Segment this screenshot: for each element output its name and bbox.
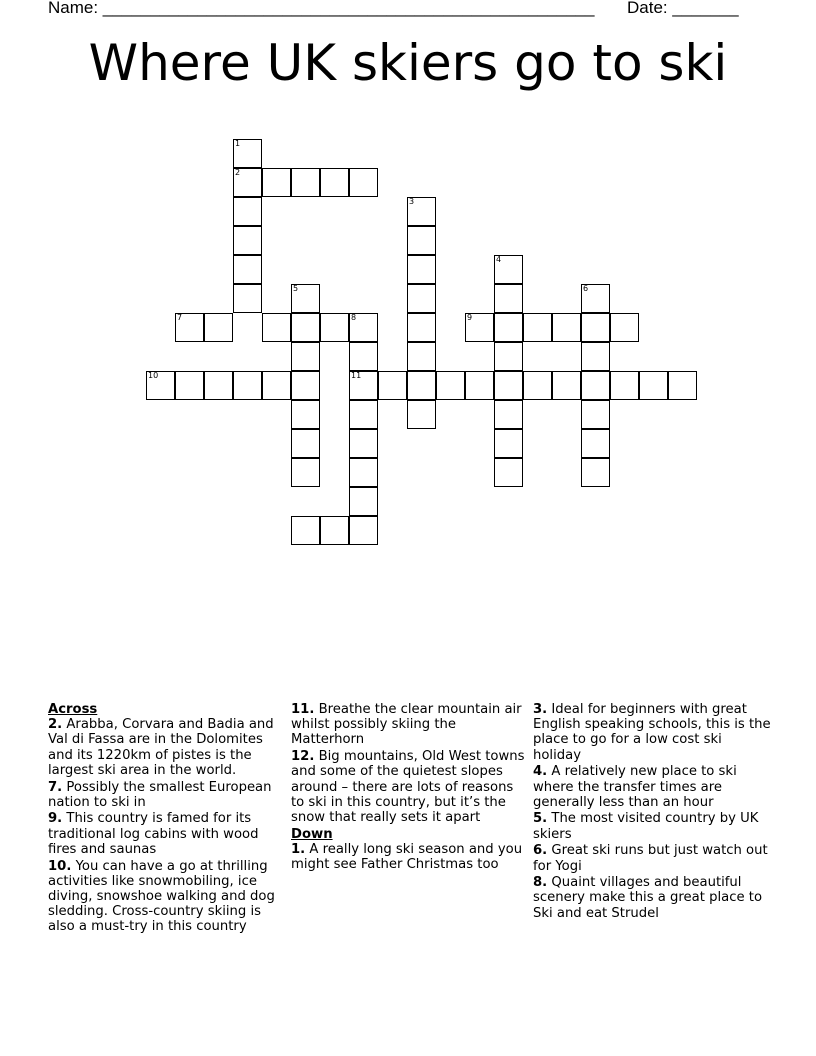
- grid-cell[interactable]: [291, 371, 320, 400]
- crossword-grid: [146, 139, 670, 519]
- grid-cell[interactable]: [233, 197, 262, 226]
- grid-cell[interactable]: [494, 313, 523, 342]
- grid-cell[interactable]: [494, 342, 523, 371]
- grid-cell[interactable]: [262, 371, 291, 400]
- grid-cell[interactable]: [262, 313, 291, 342]
- grid-cell[interactable]: [233, 168, 262, 197]
- grid-cell[interactable]: [175, 371, 204, 400]
- grid-cell[interactable]: [291, 400, 320, 429]
- clue-down-8: 8. Quaint villages and beautiful scenery make this a great place to Ski and eat Strudel: [533, 875, 763, 921]
- grid-cell[interactable]: [291, 313, 320, 342]
- clue-across-11: 11. Breathe the clear mountain air whilst possibly skiing the Matterhorn: [291, 702, 522, 748]
- grid-cell[interactable]: [204, 313, 233, 342]
- grid-cell[interactable]: [494, 255, 523, 284]
- grid-cell[interactable]: [407, 400, 436, 429]
- grid-cell[interactable]: [581, 429, 610, 458]
- clue-number: 10: [148, 371, 159, 380]
- grid-cell[interactable]: [349, 313, 378, 342]
- clue-number: 1: [235, 139, 241, 148]
- grid-cell[interactable]: [581, 400, 610, 429]
- name-label: Name: ____________________________________________________: [48, 0, 595, 17]
- grid-cell[interactable]: [233, 226, 262, 255]
- grid-cell[interactable]: [233, 371, 262, 400]
- grid-cell[interactable]: [349, 516, 378, 545]
- grid-cell[interactable]: [610, 371, 639, 400]
- grid-cell[interactable]: [233, 255, 262, 284]
- grid-cell[interactable]: [407, 342, 436, 371]
- grid-cell[interactable]: [349, 342, 378, 371]
- grid-cell[interactable]: [291, 458, 320, 487]
- clue-down-3: 3. Ideal for beginners with great English speaking schools, this is the place to go for a low cost ski holiday: [533, 702, 771, 763]
- grid-cell[interactable]: [639, 371, 668, 400]
- grid-cell[interactable]: [320, 313, 349, 342]
- clue-number: 2: [235, 168, 241, 177]
- grid-cell[interactable]: [523, 371, 552, 400]
- clue-number: 9: [467, 313, 473, 322]
- grid-cell[interactable]: [204, 371, 233, 400]
- grid-cell[interactable]: [291, 516, 320, 545]
- grid-cell[interactable]: [349, 487, 378, 516]
- clues-column-1: [48, 702, 284, 936]
- grid-cell[interactable]: [581, 342, 610, 371]
- clue-down-6: 6. Great ski runs but just watch out for Yogi: [533, 843, 768, 874]
- clue-number: 7: [177, 313, 183, 322]
- grid-cell[interactable]: [349, 400, 378, 429]
- grid-cell[interactable]: [378, 371, 407, 400]
- grid-cell[interactable]: [581, 284, 610, 313]
- grid-cell[interactable]: [291, 168, 320, 197]
- clue-down-4: 4. A relatively new place to ski where the transfer times are generally less than an hour: [533, 764, 737, 810]
- date-label: Date: _______: [627, 0, 739, 17]
- grid-cell[interactable]: [407, 371, 436, 400]
- grid-cell[interactable]: [262, 168, 291, 197]
- grid-cell[interactable]: [494, 400, 523, 429]
- grid-cell[interactable]: [320, 516, 349, 545]
- grid-cell[interactable]: [407, 226, 436, 255]
- worksheet-header: [48, 0, 768, 20]
- grid-cell[interactable]: [668, 371, 697, 400]
- grid-cell[interactable]: [581, 458, 610, 487]
- grid-cell[interactable]: [465, 371, 494, 400]
- clue-number: 4: [496, 255, 502, 264]
- across-heading: Across: [48, 702, 98, 717]
- clue-across-7: 7. Possibly the smallest European nation to ski in: [48, 779, 272, 810]
- grid-cell[interactable]: [407, 197, 436, 226]
- grid-cell[interactable]: [291, 429, 320, 458]
- grid-cell[interactable]: [523, 313, 552, 342]
- clues-column-3: [533, 702, 771, 922]
- grid-cell[interactable]: [494, 429, 523, 458]
- grid-cell[interactable]: [320, 168, 349, 197]
- grid-cell[interactable]: [291, 284, 320, 313]
- grid-cell[interactable]: [465, 313, 494, 342]
- clue-across-2: 2. Arabba, Corvara and Badia and Val di Fassa are in the Dolomites and its 1220km of pistes is the largest ski area in the world.: [48, 717, 274, 778]
- grid-cell[interactable]: [349, 168, 378, 197]
- clue-across-10: 10. You can have a go at thrilling activities like snowmobiling, ice diving, snowshoe walking and dog sledding. Cross-country skiing is also a must-try in this country: [48, 858, 275, 935]
- grid-cell[interactable]: [349, 371, 378, 400]
- grid-cell[interactable]: [407, 313, 436, 342]
- clue-number: 11: [351, 371, 362, 380]
- grid-cell[interactable]: [552, 313, 581, 342]
- clue-down-5: 5. The most visited country by UK skiers: [533, 811, 759, 842]
- grid-cell[interactable]: [581, 313, 610, 342]
- grid-cell[interactable]: [407, 255, 436, 284]
- clue-number: 3: [409, 197, 415, 206]
- grid-cell[interactable]: [175, 313, 204, 342]
- grid-cell[interactable]: [407, 284, 436, 313]
- grid-cell[interactable]: [494, 458, 523, 487]
- grid-cell[interactable]: [494, 284, 523, 313]
- clue-across-9: 9. This country is famed for its traditional log cabins with wood fires and saunas: [48, 811, 259, 857]
- grid-cell[interactable]: [610, 313, 639, 342]
- grid-cell[interactable]: [291, 342, 320, 371]
- clue-number: 8: [351, 313, 357, 322]
- clue-down-1: 1. A really long ski season and you might see Father Christmas too: [291, 841, 523, 873]
- down-heading: Down: [291, 826, 333, 842]
- grid-cell[interactable]: [349, 429, 378, 458]
- grid-cell[interactable]: [349, 458, 378, 487]
- grid-cell[interactable]: [233, 139, 262, 168]
- grid-cell[interactable]: [581, 371, 610, 400]
- page-title: Where UK skiers go to ski: [88, 34, 728, 92]
- grid-cell[interactable]: [233, 284, 262, 313]
- clue-number: 6: [583, 284, 589, 293]
- clues-column-2: [291, 702, 525, 874]
- clue-number: 5: [293, 284, 299, 293]
- clue-across-12: 12. Big mountains, Old West towns and some of the quietest slopes around – there are lots of reasons to ski in this country, but it’s the snow that really sets it apart: [291, 749, 525, 825]
- grid-cell[interactable]: [146, 371, 175, 400]
- grid-cell[interactable]: [552, 371, 581, 400]
- grid-cell[interactable]: [494, 371, 523, 400]
- grid-cell[interactable]: [436, 371, 465, 400]
